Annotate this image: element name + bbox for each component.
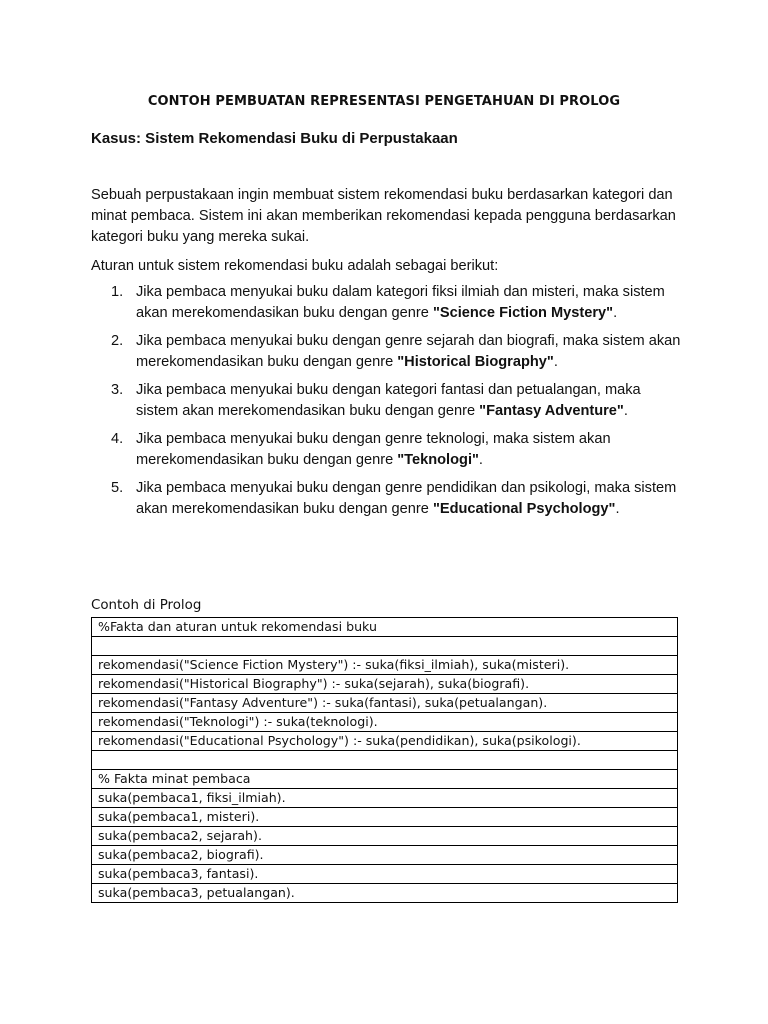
code-row [92,618,678,637]
rule-item [91,429,681,471]
code-line: suka(pembaca3, petualangan). [92,884,678,903]
code-row [92,637,678,656]
code-row [92,713,678,732]
rule-item [91,478,681,520]
rule-end: . [615,501,620,517]
rule-number: 3. [111,382,124,398]
code-line: suka(pembaca1, misteri). [92,808,678,827]
code-row [92,808,678,827]
rule-item [91,331,681,373]
code-line: suka(pembaca2, biografi). [92,846,678,865]
rule-number: 5. [111,480,124,496]
rule-end: . [623,403,628,419]
case-heading: Kasus: Sistem Rekomendasi Buku di Perpustakaan [91,130,458,147]
code-line: rekomendasi("Fantasy Adventure") :- suka(fantasi), suka(petualangan). [92,694,678,713]
rule-number: 1. [111,284,124,300]
rule-text: Jika pembaca menyukai buku dengan genre teknologi, maka sistem akan merekomendasikan buku dengan genre [136,431,611,468]
rules-list [91,282,681,527]
prolog-code-table [91,617,678,903]
rule-text: Jika pembaca menyukai buku dengan genre pendidikan dan psikologi, maka sistem akan merekomendasikan buku dengan genre [136,480,677,517]
rule-text: Jika pembaca menyukai buku dengan genre sejarah dan biografi, maka sistem akan merekomendasikan buku dengan genre [136,333,681,370]
rule-item [91,282,681,324]
code-row [92,694,678,713]
code-caption: Contoh di Prolog [91,598,202,613]
document-title: CONTOH PEMBUATAN REPRESENTASI PENGETAHUAN DI PROLOG [147,94,621,109]
code-row [92,789,678,808]
rule-genre: "Fantasy Adventure" [479,403,624,419]
code-line: rekomendasi("Historical Biography") :- suka(sejarah), suka(biografi). [92,675,678,694]
rule-end: . [553,354,558,370]
code-row [92,751,678,770]
code-line [92,751,678,770]
code-row [92,732,678,751]
rule-genre: "Educational Psychology" [432,501,616,517]
rules-intro: Aturan untuk sistem rekomendasi buku adalah sebagai berikut: [91,258,499,274]
code-line [92,637,678,656]
rule-end: . [478,452,483,468]
rule-end: . [613,305,618,321]
rule-number: 4. [111,431,124,447]
code-line: suka(pembaca1, fiksi_ilmiah). [92,789,678,808]
code-line: rekomendasi("Science Fiction Mystery") :- suka(fiksi_ilmiah), suka(misteri). [92,656,678,675]
intro-paragraph: Sebuah perpustakaan ingin membuat sistem rekomendasi buku berdasarkan kategori dan minat pembaca. Sistem ini akan memberikan rekomendasi kepada pengguna berdasarkan kategori buku yang mereka sukai. [91,187,676,245]
code-row [92,675,678,694]
rule-number: 2. [111,333,124,349]
rule-genre: "Historical Biography" [397,354,554,370]
rule-genre: "Science Fiction Mystery" [432,305,614,321]
code-row [92,884,678,903]
rule-genre: "Teknologi" [397,452,479,468]
rule-text: Jika pembaca menyukai buku dengan kategori fantasi dan petualangan, maka sistem akan merekomendasikan buku dengan genre [136,382,641,419]
code-line: suka(pembaca3, fantasi). [92,865,678,884]
code-row [92,827,678,846]
rule-text: Jika pembaca menyukai buku dalam kategori fiksi ilmiah dan misteri, maka sistem akan merekomendasikan buku dengan genre [136,284,665,321]
code-line: rekomendasi("Educational Psychology") :- suka(pendidikan), suka(psikologi). [92,732,678,751]
rule-item [91,380,681,422]
code-row [92,865,678,884]
code-line: suka(pembaca2, sejarah). [92,827,678,846]
code-row [92,770,678,789]
code-line: rekomendasi("Teknologi") :- suka(teknologi). [92,713,678,732]
code-line: %Fakta dan aturan untuk rekomendasi buku [92,618,678,637]
code-row [92,656,678,675]
code-row [92,846,678,865]
code-line: % Fakta minat pembaca [92,770,678,789]
